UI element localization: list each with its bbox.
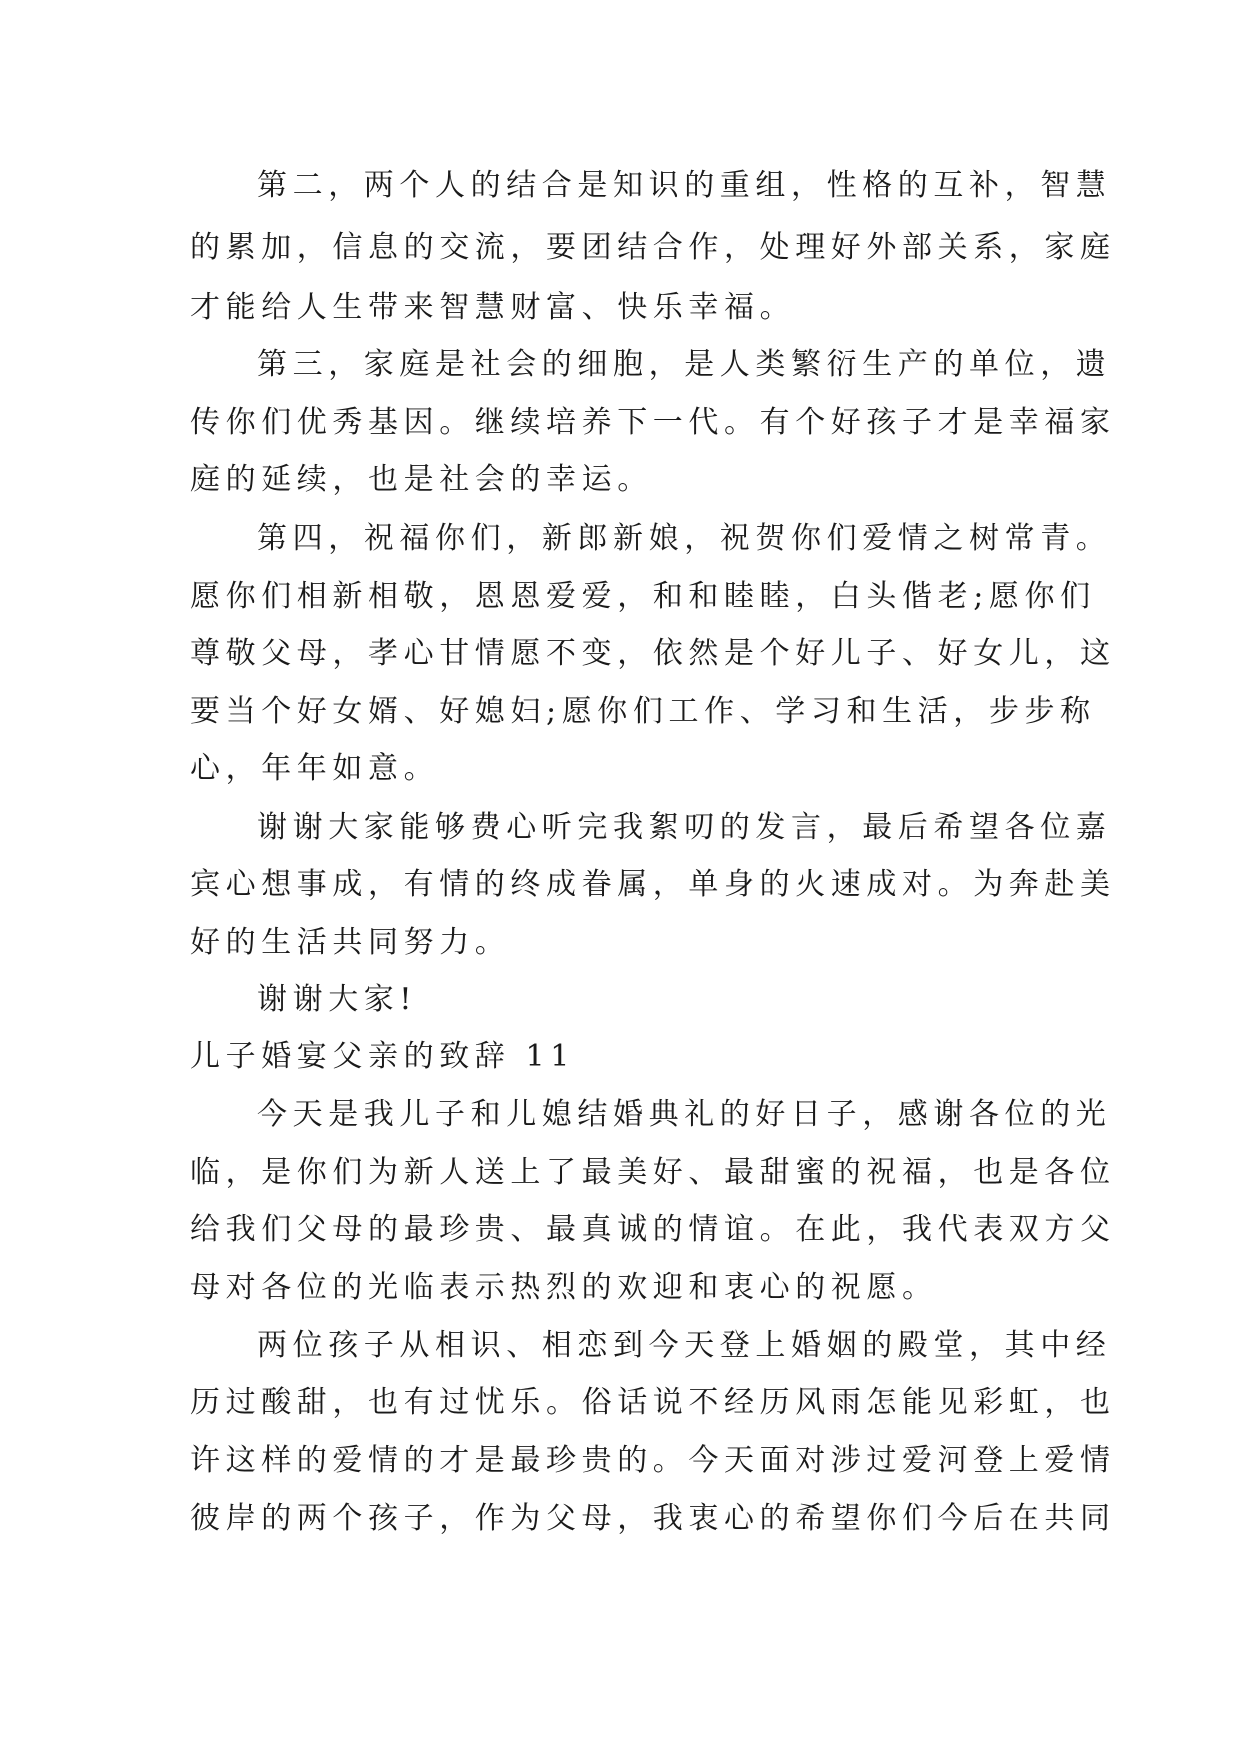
paragraph-line: 给我们父母的最珍贵、最真诚的情谊。在此，我代表双方父	[190, 1212, 1116, 1247]
paragraph-line: 两位孩子从相识、相恋到今天登上婚姻的殿堂，其中经	[257, 1328, 1112, 1363]
paragraph-line: 才能给人生带来智慧财富、快乐幸福。	[190, 290, 796, 325]
paragraph-line: 好的生活共同努力。	[190, 925, 511, 960]
paragraph-line: 谢谢大家!	[257, 982, 418, 1017]
paragraph-line: 要当个好女婿、好媳妇;愿你们工作、学习和生活，步步称	[190, 694, 1096, 729]
paragraph-line: 第四，祝福你们，新郎新娘，祝贺你们爱情之树常青。	[257, 521, 1112, 556]
paragraph-line: 第三，家庭是社会的细胞，是人类繁衍生产的单位，遗	[257, 347, 1112, 382]
paragraph-line: 尊敬父母，孝心甘情愿不变，依然是个好儿子、好女儿，这	[190, 636, 1116, 671]
paragraph-line: 许这样的爱情的才是最珍贵的。今天面对涉过爱河登上爱情	[190, 1443, 1116, 1478]
paragraph-line: 心，年年如意。	[190, 751, 440, 786]
section-heading: 儿子婚宴父亲的致辞 11	[190, 1039, 575, 1074]
paragraph-line: 今天是我儿子和儿媳结婚典礼的好日子，感谢各位的光	[257, 1097, 1112, 1132]
paragraph-line: 传你们优秀基因。继续培养下一代。有个好孩子才是幸福家	[190, 405, 1116, 440]
paragraph-line: 第二，两个人的结合是知识的重组，性格的互补，智慧	[257, 168, 1112, 203]
paragraph-line: 母对各位的光临表示热烈的欢迎和衷心的祝愿。	[190, 1270, 938, 1305]
paragraph-line: 宾心想事成，有情的终成眷属，单身的火速成对。为奔赴美	[190, 867, 1116, 902]
paragraph-line: 庭的延续，也是社会的幸运。	[190, 462, 653, 497]
paragraph-line: 彼岸的两个孩子，作为父母，我衷心的希望你们今后在共同	[190, 1501, 1116, 1536]
paragraph-line: 的累加，信息的交流，要团结合作，处理好外部关系，家庭	[190, 230, 1116, 265]
paragraph-line: 谢谢大家能够费心听完我絮叨的发言，最后希望各位嘉	[257, 810, 1112, 845]
paragraph-line: 临，是你们为新人送上了最美好、最甜蜜的祝福，也是各位	[190, 1155, 1116, 1190]
paragraph-line: 愿你们相新相敬，恩恩爱爱，和和睦睦，白头偕老;愿你们	[190, 579, 1096, 614]
paragraph-line: 历过酸甜，也有过忧乐。俗话说不经历风雨怎能见彩虹，也	[190, 1385, 1116, 1420]
